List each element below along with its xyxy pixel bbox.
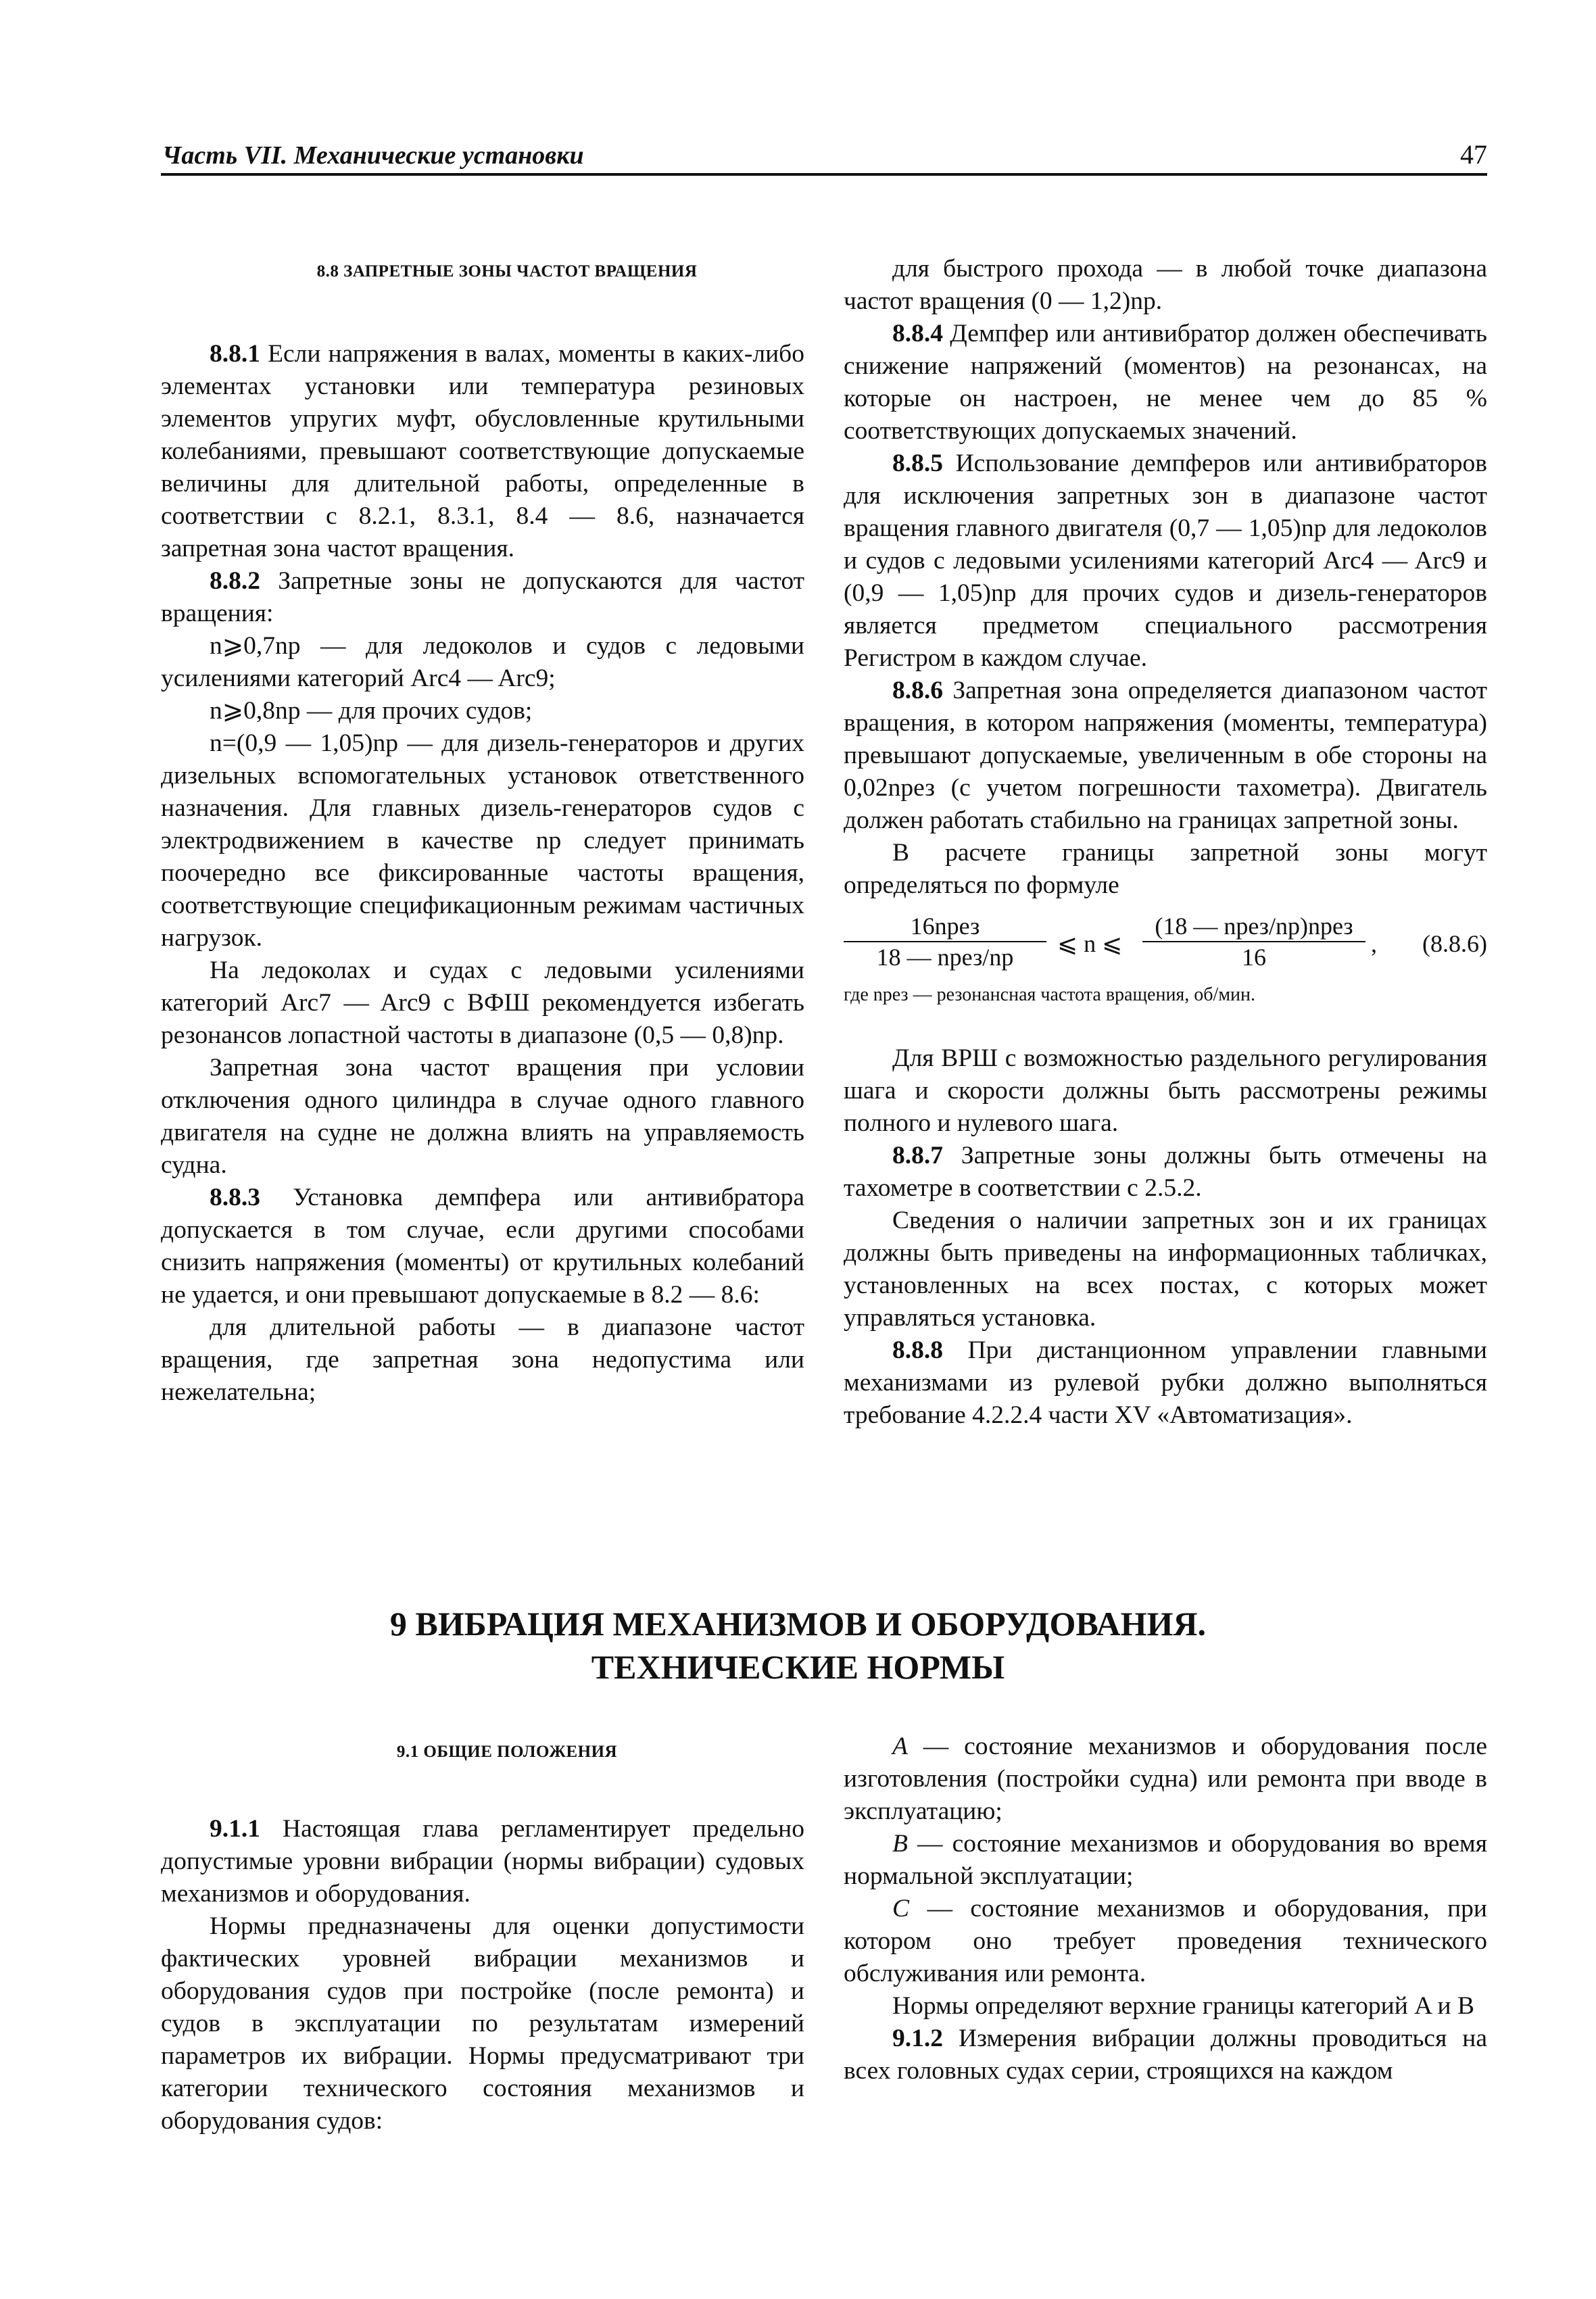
chapter-9-heading-line1: 9 ВИБРАЦИЯ МЕХАНИЗМОВ И ОБОРУДОВАНИЯ. (389, 1605, 1207, 1643)
paragraph-8-8-5: 8.8.5 Использование демпферов или антивибраторов для исключения запретных зон в диапазоне частот вращения главного двигателя (0,7 — 1,05)nр для ледоколов и судов с ледовыми усилениями категорий Arc4 — Arc9 и (0,9 — 1,05)nр для прочих судов и дизель-генераторов является предметом специального рассмотрения Регистром в каждом случае. (844, 450, 1488, 672)
formula-right-fraction (1142, 911, 1365, 972)
paragraph-8-8-3: 8.8.3 Установка демпфера или антивибратора допускается в том случае, если другими способами снизить напряжения (моменты) от крутильных колебаний не удается, и они превышают допускаемые в 8.2 — 8.6: (161, 1184, 804, 1309)
formula-inequality: ⩽ n ⩽ (1057, 930, 1123, 957)
paragraph-8-8-7b: Сведения о наличии запретных зон и их границах должны быть приведены на информационных табличках, установленных на всех постах, с которых может управляться установка. (844, 1207, 1487, 1332)
paragraph-8-8-7: 8.8.7 Запретные зоны должны быть отмечены на тахометре в соответствии с 2.5.2. (844, 1142, 1487, 1202)
right-column-bottom (844, 1731, 1487, 2087)
page-header (161, 132, 1487, 176)
paragraph-8-8-2: 8.8.2 Запретные зоны не допускаются для частот вращения: (161, 567, 804, 627)
paragraph-8-8-1: 8.8.1 Если напряжения в валах, моменты в каких-либо элементах установки или температура резиновых элементов упругих муфт, обусловленные крутильными колебаниями, превышают соответствующие допускаемые величины для длительной работы, определенные в соответствии с 8.2.1, 8.3.1, 8.4 — 8.6, назначается запретная зона частот вращения. (161, 340, 804, 562)
paragraph-8-8-6b: В расчете границы запретной зоны могут определяться по формуле (844, 839, 1487, 899)
chapter-9-heading-line2: ТЕХНИЧЕСКИЕ НОРМЫ (591, 1648, 1005, 1686)
paragraph-norms-categories: Нормы определяют верхние границы категорий A и B (892, 1992, 1474, 2020)
paragraph-8-8-3b: для быстрого прохода — в любой точке диапазона частот вращения (0 — 1,2)nр. (844, 255, 1487, 315)
formula-comma: , (1371, 930, 1377, 957)
chapter-9-heading (0, 1602, 1596, 1689)
paragraph-9-1-1: 9.1.1 Настоящая глава регламентирует предельно допустимые уровни вибрации (нормы вибрации) судовых механизмов и оборудования. (161, 1815, 804, 1908)
page-number: 47 (1460, 139, 1487, 170)
section-8-8-title: 8.8 ЗАПРЕТНЫЕ ЗОНЫ ЧАСТОТ ВРАЩЕНИЯ (316, 262, 698, 281)
left-column-top (161, 256, 804, 1409)
formula-8-8-6 (844, 909, 1487, 982)
category-b: B — состояние механизмов и оборудования во время нормальной эксплуатации; (844, 1830, 1487, 1890)
paragraph-9-1-1b: Нормы предназначены для оценки допустимости фактических уровней вибрации механизмов и оборудования судов при постройке (после ремонта) и судов в эксплуатации по результатам измерений параметров их вибрации. Нормы предусматривают три категории технического состояния механизмов и оборудования судов: (161, 1912, 804, 2135)
formula-left-numerator: 16nрез (844, 911, 1046, 942)
running-title: Часть VII. Механические установки (162, 141, 584, 170)
formula-left-denominator: 18 — nрез/nр (876, 944, 1014, 971)
paragraph-8-8-6c: Для ВРШ с возможностью раздельного регулирования шага и скорости должны быть рассмотрены режимы полного и нулевого шага. (844, 1044, 1487, 1137)
section-9-1-title: 9.1 ОБЩИЕ ПОЛОЖЕНИЯ (396, 1743, 618, 1761)
formula-left-fraction (844, 911, 1046, 972)
paragraph-8-8-2b: n⩾0,8nр — для прочих судов; (210, 697, 533, 725)
paragraph-8-8-2c: n=(0,9 — 1,05)nр — для дизель-генераторов и других дизельных вспомогательных установок ответственного назначения. Для главных дизель-генераторов судов с электродвижением в качестве nр следует принимать поочередно все фиксированные частоты вращения, соответствующие спецификационным режимам частичных нагрузок. (161, 729, 804, 952)
paragraph-8-8-2e: Запретная зона частот вращения при условии отключения одного цилиндра в случае одного главного двигателя на судне не должна влиять на управляемость судна. (161, 1054, 804, 1179)
left-column-bottom (161, 1736, 804, 2137)
paragraph-8-8-2a: n⩾0,7nр — для ледоколов и судов с ледовыми усилениями категорий Arc4 — Arc9; (161, 632, 804, 692)
formula-label: (8.8.6) (1422, 930, 1487, 957)
category-c: C — состояние механизмов и оборудования, при котором оно требует проведения технического обслуживания или ремонта. (844, 1895, 1487, 1987)
paragraph-8-8-6: 8.8.6 Запретная зона определяется диапазоном частот вращения, в котором напряжения (моменты, температура) превышают допускаемые, увеличенным в обе стороны на 0,02nрез (с учетом погрешности тахометра). Двигатель должен работать стабильно на границах запретной зоны. (844, 677, 1488, 834)
paragraph-8-8-2d: На ледоколах и судах с ледовыми усилениями категорий Arc7 — Arc9 с ВФШ рекомендуется избегать резонансов лопастной частоты в диапазоне (0,5 — 0,8)nр. (161, 957, 804, 1049)
formula-right-numerator: (18 — nрез/nр)nрез (1142, 911, 1365, 942)
paragraph-8-8-3a: для длительной работы — в диапазоне частот вращения, где запретная зона недопустима или нежелательна; (161, 1313, 804, 1406)
paragraph-8-8-4: 8.8.4 Демпфер или антивибратор должен обеспечивать снижение напряжений (моментов) на резонансах, на которые он настроен, не менее чем до 85 % соответствующих допускаемых значений. (844, 320, 1487, 445)
formula-right-denominator: 16 (1242, 944, 1266, 971)
category-a: A — состояние механизмов и оборудования после изготовления (постройки судна) или ремонта при вводе в эксплуатацию; (844, 1733, 1487, 1825)
right-column-top (844, 253, 1487, 1432)
paragraph-9-1-2: 9.1.2 Измерения вибрации должны проводиться на всех головных судах серии, строящихся на каждом (844, 2025, 1488, 2085)
paragraph-8-8-8: 8.8.8 При дистанционном управлении главными механизмами из рулевой рубки должно выполняться требование 4.2.2.4 части XV «Автоматизация». (844, 1336, 1487, 1429)
formula-where-note: где nрез — резонансная частота вращения, об/мин. (844, 984, 1256, 1005)
